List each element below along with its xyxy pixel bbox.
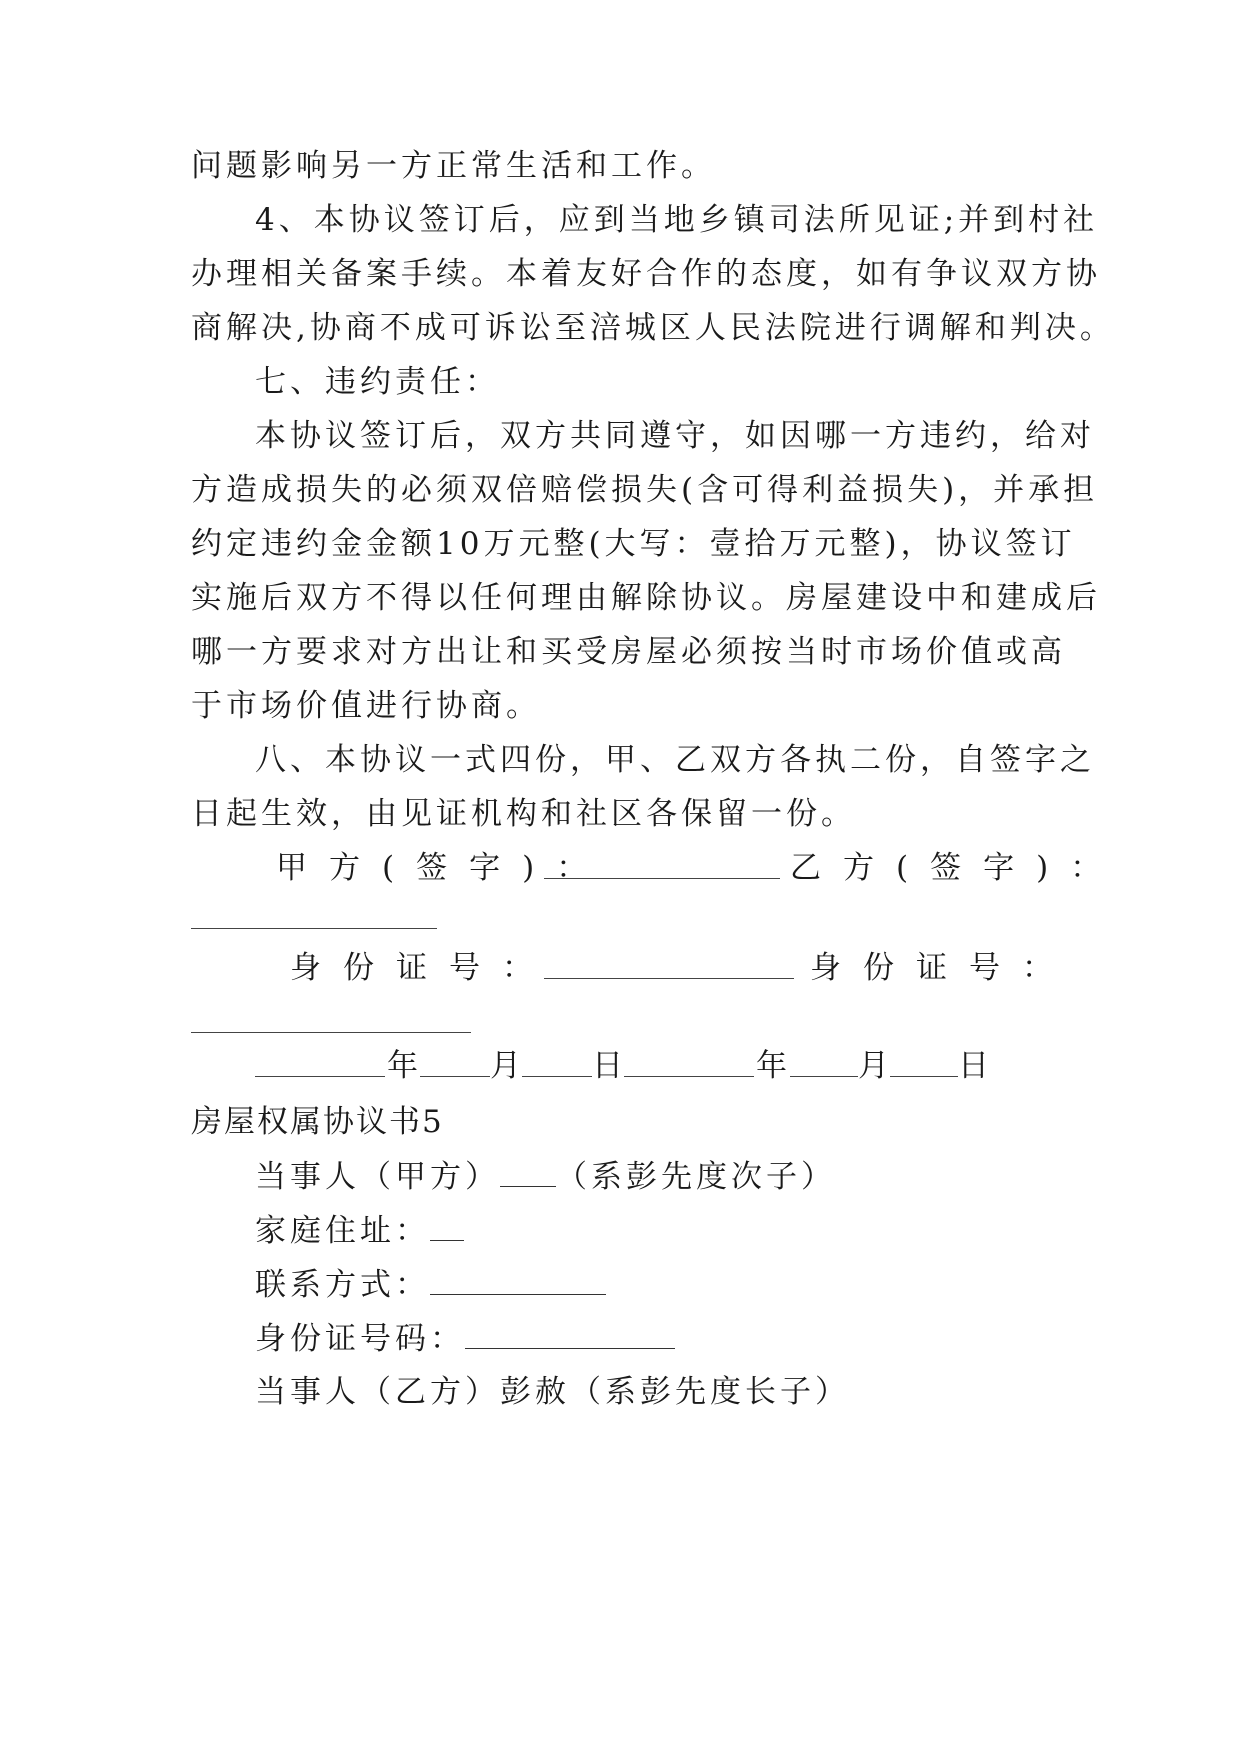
body-line-9: 实施后双方不得以任何理由解除协议。房屋建设中和建成后 (191, 580, 1101, 616)
party-a-name-blank[interactable] (500, 1156, 556, 1187)
date-a-year-label: 年 (387, 1048, 418, 1084)
body-line-11: 于市场价值进行协商。 (191, 688, 541, 724)
body-line-7: 方造成损失的必须双倍赔偿损失(含可得利益损失)，并承担 (191, 472, 1099, 508)
contact-label: 联系方式： (255, 1267, 430, 1303)
party-a-signature-label: 甲方(签字)： (276, 850, 610, 886)
date-a-month-label: 月 (490, 1048, 521, 1084)
date-b-month-label: 月 (858, 1048, 889, 1084)
id-number-label: 身份证号码： (255, 1321, 465, 1357)
address-row (255, 1210, 464, 1251)
date-b-year-label: 年 (756, 1048, 787, 1084)
address-blank[interactable] (430, 1210, 464, 1241)
body-line-12: 八、本协议一式四份，甲、乙双方各执二份，自签字之 (255, 742, 1095, 778)
date-b-day-label: 日 (958, 1048, 989, 1084)
date-a-year-blank[interactable] (255, 1076, 385, 1077)
id-number-blank[interactable] (465, 1318, 675, 1349)
party-b-id-label: 身份证号： (810, 950, 1075, 986)
id-row (255, 1318, 675, 1359)
party-a-signature-blank[interactable] (544, 878, 780, 879)
party-b-signature-label: 乙方(签字)： (790, 850, 1124, 886)
date-a-day-blank[interactable] (522, 1076, 592, 1077)
date-b-month-blank[interactable] (790, 1076, 858, 1077)
contact-blank[interactable] (430, 1264, 606, 1295)
date-a-day-label: 日 (592, 1048, 623, 1084)
body-line-10: 哪一方要求对方出让和买受房屋必须按当时市场价值或高 (191, 634, 1066, 670)
body-line-1: 问题影响另一方正常生活和工作。 (191, 148, 716, 184)
contact-row (255, 1264, 606, 1305)
section-title: 房屋权属协议书5 (191, 1104, 444, 1140)
party-a-id-label: 身份证号： (290, 950, 555, 986)
party-b-id-blank[interactable] (191, 1032, 471, 1033)
section-heading-breach: 七、违约责任： (255, 364, 500, 400)
address-label: 家庭住址： (255, 1213, 430, 1249)
body-line-8: 约定违约金金额10万元整(大写：壹拾万元整)，协议签订 (191, 526, 1076, 562)
party-a-note: （系彭先度次子） (556, 1159, 836, 1195)
body-line-6: 本协议签订后，双方共同遵守，如因哪一方违约，给对 (255, 418, 1095, 454)
body-line-13: 日起生效，由见证机构和社区各保留一份。 (191, 796, 856, 832)
body-line-4: 商解决,协商不成可诉讼至涪城区人民法院进行调解和判决。 (191, 310, 1115, 346)
party-b-signature-blank[interactable] (191, 928, 437, 929)
party-a-label: 当事人（甲方） (255, 1159, 500, 1195)
party-a-row (255, 1156, 836, 1197)
date-a-month-blank[interactable] (420, 1076, 490, 1077)
party-b-row: 当事人（乙方）彭赦（系彭先度长子） (255, 1374, 850, 1410)
date-b-day-blank[interactable] (890, 1076, 958, 1077)
body-line-2: 4、本协议签订后，应到当地乡镇司法所见证;并到村社 (255, 202, 1099, 238)
date-b-year-blank[interactable] (624, 1076, 754, 1077)
body-line-3: 办理相关备案手续。本着友好合作的态度，如有争议双方协 (191, 256, 1101, 292)
party-a-id-blank[interactable] (544, 978, 794, 979)
